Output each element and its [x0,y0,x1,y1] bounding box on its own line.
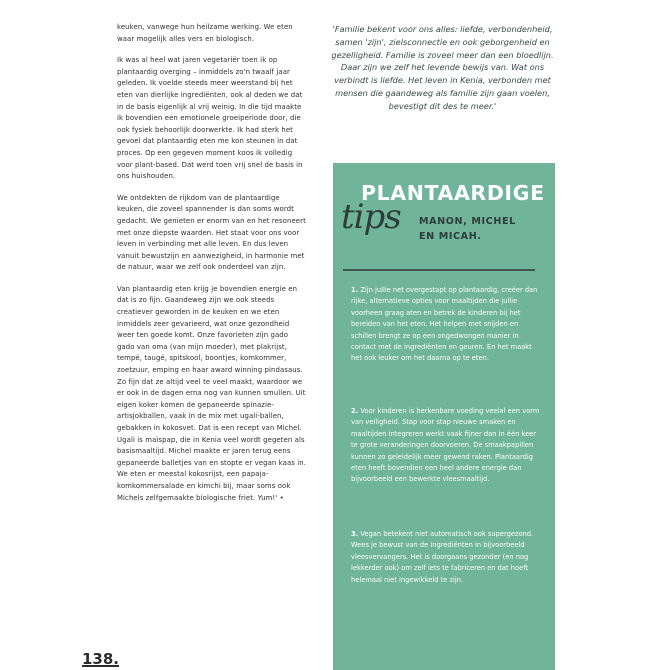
tip-number: 1. [351,286,359,294]
pull-quote: 'Familie bekent voor ons alles: liefde, verbondenheid, samen 'zijn', zielsconnectie en ook geborgenheid en gezelligheid. Familie is zoveel meer dan een bloedlijn. Daar zijn we zelf het levende bewijs van. Wat ons verbindt is liefde. Het leven in Kenia, verbonden met mensen die gaandeweg als familie zijn gaan voelen, bevestigt dit des te meer.' [331,24,554,111]
body-paragraph: Van plantaardig eten krijg je bovendien energie en dat is zo fijn. Gaandeweg zijn we ook steeds creatiever geworden in de keuken en we eten inmiddels zeer gevarieerd, wat onze gezondheid weer ten goede komt. Onze favorieten zijn gado gado van oma (van mijn moeder), met plakrijst, tempé, taugé, spitskool, boontjes, komkommer, zoetzuur, emping en haar award winning pindasaus. Zo fijn dat ze altijd veel te veel maakt, waardoor we er ook in de dagen erna nog van kunnen smullen. Uit eigen koker komen de gepaneerde spinazie-artisjokballen, vaak in de mix met ugali-ballen, gebakken in kokosvet. Dat is een recept van Michel. Ugali is maïspap, die in Kenia veel wordt gegeten als basismaaltijd. Michel maakte er jaren terug eens gepaneerde balletjes van en stopte er vegan kaas in. We eten er meestal kokosrijst, een papaja-komkommersalade en kimchi bij, maar soms ook Michels zelfgemaakte biologische friet. Yum!' • [117,284,307,502]
tips-subheading-line: EN MICAH. [419,231,482,242]
body-text-column [117,22,307,514]
tips-divider [343,269,535,271]
tips-subheading [419,214,516,244]
body-paragraph: keuken, vanwege hun heilzame werking. We eten waar mogelijk alles vers en biologisch. [117,23,293,43]
tip-text: Vegan betekent niet automatisch ook supergezond. Wees je bewust van de ingrediënten in bijvoorbeeld vleesvervangers. Het is doorgaans gezonder (en nog lekkerder ook) om zelf iets te fabriceren en dat hoeft helemaal niet ingewikkeld te zijn. [351,530,534,584]
tips-heading: PLANTAARDIGE [361,181,545,205]
tip-item [351,529,541,586]
tip-text: Zijn jullie net overgestapt op plantaardig, creëer dan rijke, alternatieve opties voor maaltijden die jullie voorheen graag aten en betrek de kinderen bij het bereiden van het eten. Het helpen met snijden en schillen brengt ze op een ongedwongen manier in contact met de ingrediënten en geuren. En het maakt het ook leuker om het daarna op te eten. [351,286,538,363]
page-number: 138. [82,650,120,668]
body-paragraph: We ontdekten de rijkdom van de plantaardige keuken, die zoveel spannender is dan soms wordt gedacht. We genieten er enorm van en het resoneert met onze diepste waarden. Het staat voor ons voor leven in verbinding met alle leven. En dus leven vanuit bewustzijn en aanwezigheid, in harmonie met de natuur, waar we zelf ook onderdeel van zijn. [117,193,306,272]
tips-script-word: tips [341,197,401,237]
tip-item [351,406,541,486]
body-paragraph: Ik was al heel wat jaren vegetariër toen ik op plantaardig overging – inmiddels zo'n twaalf jaar geleden. Ik voelde steeds meer weerstand bij het eten van dierlijke ingrediënten, ook al deden we dat in de basis eigenlijk al vrij weinig. In die tijd maakte ik bovendien een emotionele groeiperiode door, die ook fysiek behoorlijk doorwerkte. Ik had sterk het gevoel dat plantaardig eten me kon steunen in dat proces. Op een gegeven moment koos ik volledig voor plant-based. Dat werd toen vrij snel de basis in ons huishouden. [117,56,303,181]
tip-number: 2. [351,407,359,415]
tip-text: Voor kinderen is herkenbare voeding veelal een vorm van veiligheid. Stap voor stap nieuwe smaken en maaltijden integreren werkt vaak fijner dan in één keer te grote veranderingen doorvoeren. De smaakpapillen kunnen zo geleidelijk meer gewend raken. Plantaardig eten heeft bovendien een heel andere energie dan bijvoorbeeld een bewerkte vleesmaaltijd. [351,407,540,484]
tip-number: 3. [351,530,359,538]
tips-box [333,163,555,670]
tip-item [351,285,541,365]
tips-subheading-line: MANON, MICHEL [419,216,516,227]
